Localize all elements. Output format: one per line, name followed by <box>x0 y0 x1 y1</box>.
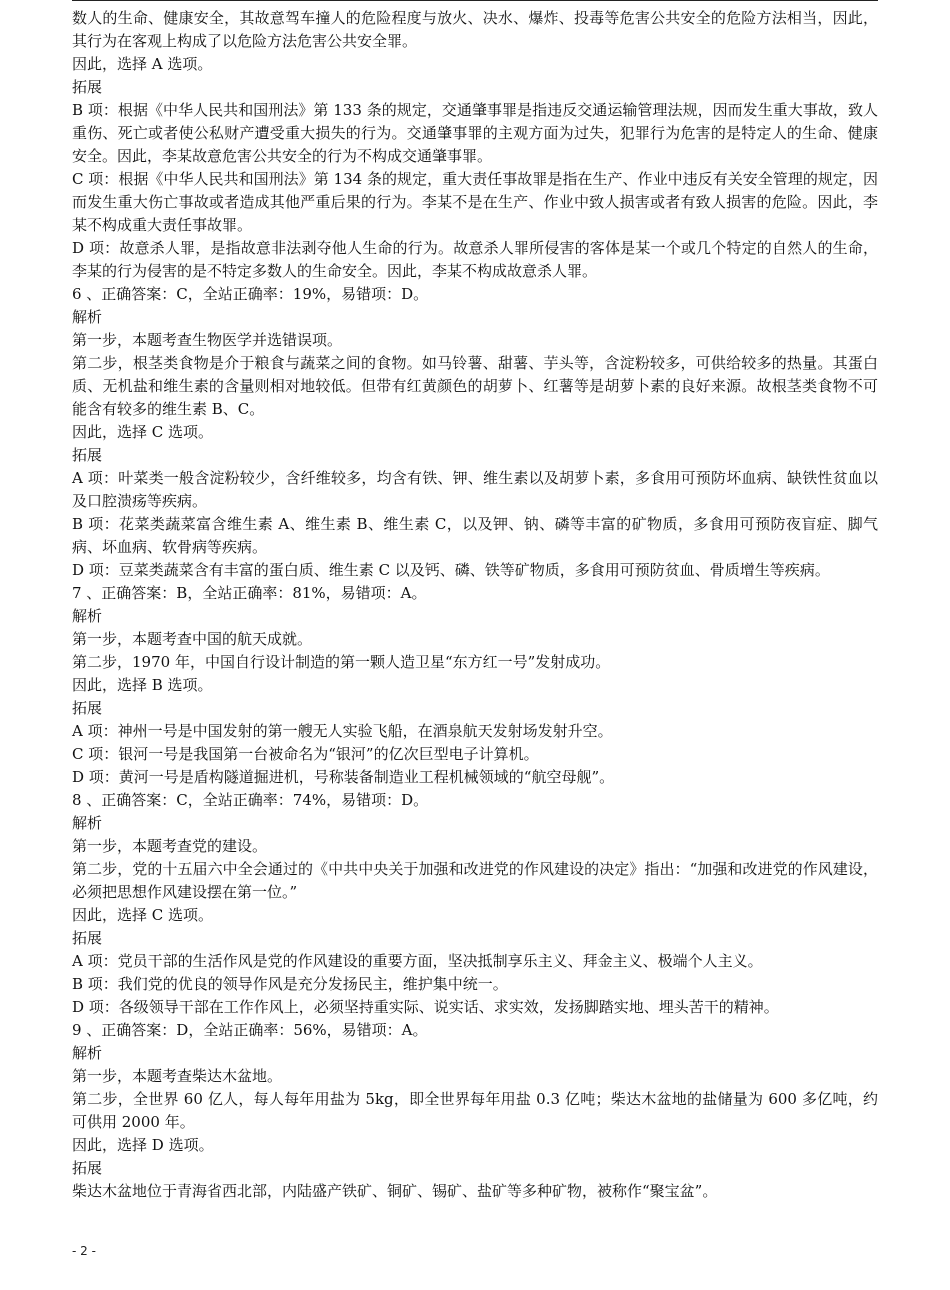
paragraph: 第二步，1970 年，中国自行设计制造的第一颗人造卫星“东方红一号”发射成功。 <box>72 653 611 671</box>
page-number: - 2 - <box>72 1244 96 1258</box>
answer-header: 9 、正确答案：D，全站正确率：56%，易错项：A。 <box>72 1021 428 1039</box>
paragraph: C 项：银河一号是我国第一台被命名为“银河”的亿次巨型电子计算机。 <box>72 745 539 763</box>
paragraph: 因此，选择 B 选项。 <box>72 676 213 694</box>
section-label: 拓展 <box>72 1159 103 1177</box>
paragraph: A 项：神州一号是中国发射的第一艘无人实验飞船，在酒泉航天发射场发射升空。 <box>72 722 613 740</box>
paragraph: 第一步，本题考查党的建设。 <box>72 837 268 855</box>
section-label: 拓展 <box>72 78 103 96</box>
section-label: 解析 <box>72 607 103 625</box>
paragraph: C 项：根据《中华人民共和国刑法》第 134 条的规定，重大责任事故罪是指在生产、作业中违反有关安全管理的规定，因而发生重大伤亡事故或者造成其他严重后果的行为。李某不是在生产、作业中致人损害或者有致人损害的危险。因此，李某不构成重大责任事故罪。 <box>72 170 878 234</box>
paragraph: 数人的生命、健康安全，其故意驾车撞人的危险程度与放火、决水、爆炸、投毒等危害公共安全的危险方法相当，因此，其行为在客观上构成了以危险方法危害公共安全罪。 <box>72 9 878 50</box>
paragraph: 因此，选择 C 选项。 <box>72 906 214 924</box>
paragraph: 柴达木盆地位于青海省西北部，内陆盛产铁矿、铜矿、锡矿、盐矿等多种矿物，被称作“聚宝盆”。 <box>72 1182 718 1200</box>
paragraph: 因此，选择 A 选项。 <box>72 55 213 73</box>
paragraph: 因此，选择 D 选项。 <box>72 1136 214 1154</box>
paragraph: 因此，选择 C 选项。 <box>72 423 214 441</box>
paragraph: A 项：叶菜类一般含淀粉较少，含纤维较多，均含有铁、钾、维生素以及胡萝卜素，多食用可预防坏血病、缺铁性贫血以及口腔溃疡等疾病。 <box>72 469 878 510</box>
paragraph: A 项：党员干部的生活作风是党的作风建设的重要方面，坚决抵制享乐主义、拜金主义、极端个人主义。 <box>72 952 763 970</box>
paragraph: B 项：根据《中华人民共和国刑法》第 133 条的规定，交通肇事罪是指违反交通运输管理法规，因而发生重大事故，致人重伤、死亡或者使公私财产遭受重大损失的行为。交通肇事罪的主观方面为过失，犯罪行为危害的是特定人的生命、健康安全。因此，李某故意危害公共安全的行为不构成交通肇事罪。 <box>72 101 878 165</box>
answer-header: 6 、正确答案：C，全站正确率：19%，易错项：D。 <box>72 285 429 303</box>
paragraph: 第一步，本题考查中国的航天成就。 <box>72 630 313 648</box>
section-label: 拓展 <box>72 446 103 464</box>
answer-header: 7 、正确答案：B，全站正确率：81%，易错项：A。 <box>72 584 427 602</box>
paragraph: D 项：黄河一号是盾构隧道掘进机，号称装备制造业工程机械领域的“航空母舰”。 <box>72 768 615 786</box>
section-label: 拓展 <box>72 699 103 717</box>
paragraph: 第一步，本题考查生物医学并选错误项。 <box>72 331 343 349</box>
paragraph: 第二步，党的十五届六中全会通过的《中共中央关于加强和改进党的作风建设的决定》指出：“加强和改进党的作风建设，必须把思想作风建设摆在第一位。” <box>72 860 878 901</box>
paragraph: D 项：故意杀人罪，是指故意非法剥夺他人生命的行为。故意杀人罪所侵害的客体是某一个或几个特定的自然人的生命，李某的行为侵害的是不特定多数人的生命安全。因此，李某不构成故意杀人罪。 <box>72 239 878 280</box>
document-page <box>72 0 878 1203</box>
paragraph: 第二步，根茎类食物是介于粮食与蔬菜之间的食物。如马铃薯、甜薯、芋头等，含淀粉较多，可供给较多的热量。其蛋白质、无机盐和维生素的含量则相对地较低。但带有红黄颜色的胡萝卜、红薯等是胡萝卜素的良好来源。故根茎类食物不可能含有较多的维生素 B、C。 <box>72 354 878 418</box>
paragraph: D 项：各级领导干部在工作作风上，必须坚持重实际、说实话、求实效，发扬脚踏实地、埋头苦干的精神。 <box>72 998 779 1016</box>
paragraph: 第一步，本题考查柴达木盆地。 <box>72 1067 283 1085</box>
section-label: 解析 <box>72 814 103 832</box>
section-label: 拓展 <box>72 929 103 947</box>
paragraph: 第二步，全世界 60 亿人，每人每年用盐为 5kg，即全世界每年用盐 0.3 亿吨；柴达木盆地的盐储量为 600 多亿吨，约可供用 2000 年。 <box>72 1090 878 1131</box>
answer-header: 8 、正确答案：C，全站正确率：74%，易错项：D。 <box>72 791 429 809</box>
document-content <box>72 0 878 1203</box>
section-label: 解析 <box>72 1044 103 1062</box>
paragraph: B 项：花菜类蔬菜富含维生素 A、维生素 B、维生素 C，以及钾、钠、磷等丰富的矿物质，多食用可预防夜盲症、脚气病、坏血病、软骨病等疾病。 <box>72 515 878 556</box>
paragraph: B 项：我们党的优良的领导作风是充分发扬民主，维护集中统一。 <box>72 975 508 993</box>
section-label: 解析 <box>72 308 103 326</box>
paragraph: D 项：豆菜类蔬菜含有丰富的蛋白质、维生素 C 以及钙、磷、铁等矿物质，多食用可预防贫血、骨质增生等疾病。 <box>72 561 830 579</box>
